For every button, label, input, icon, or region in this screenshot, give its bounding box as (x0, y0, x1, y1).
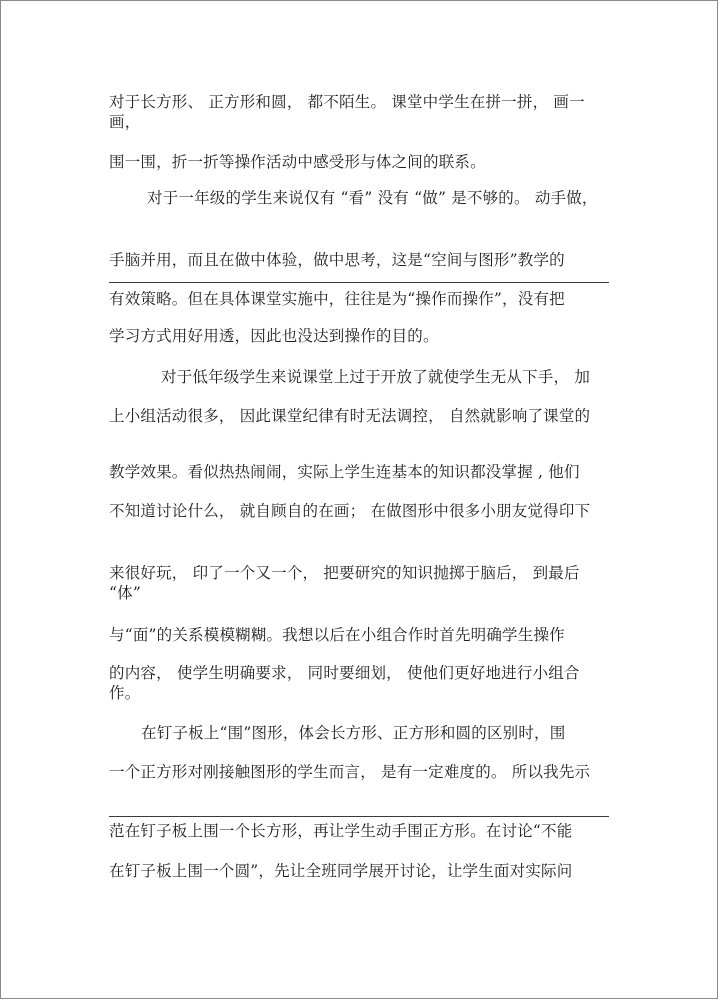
text-line-16: 范在钉子板上围一个长方形，再让学生动手围正方形。在讨论“不能 (109, 822, 573, 840)
text-line-6: 学习方式用好用透，因此也没达到操作的目的。 (109, 327, 439, 345)
text-line-9: 教学效果。看似热热闹闹，实际上学生连基本的知识都没掌握 , 他们 (109, 463, 580, 481)
text-line-5: 有效策略。但在具体课堂实施中，往往是为“操作而操作”，没有把 (109, 290, 565, 308)
text-line-3: 对于一年级的学生来说仅有 “看” 没有 “做” 是不够的。 动手做， (147, 189, 598, 207)
text-line-13: 的内容， 使学生明确要求， 同时要细划， 使他们更好地进行小组合作。 (109, 664, 580, 702)
text-line-15: 一个正方形对刚接触图形的学生而言， 是有一定难度的。 所以我先示 (109, 763, 591, 781)
divider-line (109, 282, 609, 283)
text-line-1: 对于长方形、 正方形和圆， 都不陌生。 课堂中学生在拼一拼， 画一画， (109, 93, 585, 131)
text-line-11: 来很好玩， 印了一个又一个， 把要研究的知识抛掷于脑后， 到最后 “体” (109, 564, 580, 602)
text-line-2: 围一围，折一折等操作活动中感受形与体之间的联系。 (109, 153, 486, 171)
text-line-4: 手脑并用，而且在做中体验，做中思考，这是“空间与图形”教学的 (109, 251, 565, 269)
text-line-7: 对于低年级学生来说课堂上过于开放了就使学生无从下手， 加 (161, 368, 591, 386)
text-line-12: 与“面”的关系模模糊糊。我想以后在小组合作时首先明确学生操作 (109, 626, 565, 644)
text-line-10: 不知道讨论什么， 就自顾自的在画； 在做图形中很多小朋友觉得印下 (109, 502, 591, 520)
text-line-8: 上小组活动很多， 因此课堂纪律有时无法调控， 自然就影响了课堂的 (109, 407, 591, 425)
text-line-14: 在钉子板上“围”图形，体会长方形、正方形和圆的区别时，围 (141, 724, 566, 742)
divider-line (109, 816, 609, 817)
text-line-17: 在钉子板上围一个圆”，先让全班同学展开讨论，让学生面对实际问 (109, 862, 573, 880)
